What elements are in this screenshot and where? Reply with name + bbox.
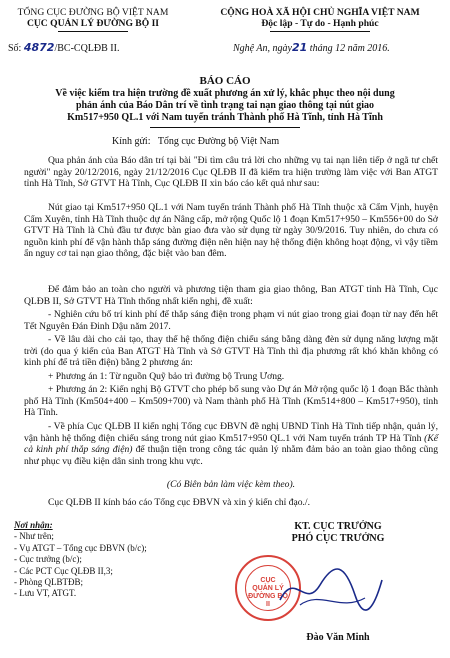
recipients-item: - Các PCT Cục QLĐB II,3;: [14, 565, 113, 576]
doc-number: [8, 42, 119, 55]
paragraph-proposal-intro: Để đảm bảo an toàn cho người và phương tiện tham gia giao thông, Ban ATGT tỉnh Hà Tĩnh, Cục QLĐB II, Sở GTVT Hà Tĩnh thống nhất kiến nghị, đề xuất:: [24, 284, 438, 307]
signatory-name: Đào Văn Minh: [306, 632, 370, 643]
place-date: [233, 42, 390, 55]
official-seal-text: CỤC QUẢN LÝ ĐƯỜNG BỘ II: [248, 577, 288, 608]
paragraph-short-term: - Nghiên cứu bố trí kinh phí để thắp sáng điện trong phạm vi nút giao trong giai đoạn từ nay đến hết Tết Nguyên Đán Đinh Dậu năm 2017.: [24, 309, 438, 332]
paragraph-situation: Nút giao tại Km517+950 QL.1 với Nam tuyến tránh Thành phố Hà Tĩnh thuộc xã Cẩm Vịnh, huyện Cẩm Xuyên, tỉnh Hà Tĩnh thuộc dự án Nâng cấp, mở rộng Quốc lộ 1 đoạn Km517+950 – Km556+00 do Sở GTVT Hà Tĩnh là Chủ đầu tư được bàn giao đưa vào sử dụng từ ngày 30/9/2016. Tuy nhiên, do chưa có nguồn kinh phí để vận hành thắp sáng đường điện nên hiện nay hệ thống điện không hoạt động, vì vậy tiềm ẩn nguy cơ tai nạn giao thông, đặc biệt vào ban đêm.: [24, 202, 438, 260]
title-line-3: Km517+950 QL.1 với Nam tuyến tránh Thành phố Hà Tĩnh, tỉnh Hà Tĩnh: [67, 112, 383, 123]
signature-scrawl: [270, 560, 390, 620]
place-date-suffix: tháng 12 năm 2016.: [309, 43, 390, 54]
closing-line: Cục QLĐB II kính báo cáo Tổng cục ĐBVN và xin ý kiến chỉ đạo./.: [48, 497, 310, 508]
recipients-item: - Như trên;: [14, 531, 54, 542]
doc-kind: BÁO CÁO: [199, 75, 251, 87]
doc-number-prefix: Số:: [8, 43, 22, 54]
paragraph-recommendation: [24, 421, 438, 467]
recipient-name: Tổng cục Đường bộ Việt Nam: [157, 136, 280, 147]
recommendation-purpose: để thuận tiện trong công tác quản lý nhằm đảm bảo an toàn giao thông cũng như phục vụ điều kiện dân sinh trong khu vực.: [24, 444, 439, 467]
attachment-note: (Có Biên bản làm việc kèm theo).: [166, 479, 296, 490]
place-date-prefix: Nghệ An, ngày: [233, 43, 292, 54]
motto-underline: [270, 31, 370, 32]
recipient: [112, 136, 279, 148]
paragraph-long-term: - Về lâu dài cho cải tạo, thay thế hệ thống điện chiếu sáng bằng dàng đèn sử dụng năng lượng mặt trời (do qua ý kiến của Ban ATGT Hà Tĩnh và Sở GTVT Hà Tĩnh thì địa phương rất khó khăn không có kinh phí để trả tiền điện) bằng 2 phương án:: [24, 334, 438, 369]
day-handwritten: 21: [291, 41, 308, 54]
recipients-heading: Nơi nhận:: [14, 520, 53, 530]
title-underline: [150, 127, 300, 128]
recommendation-note: (Kể cả kinh phí thắp sáng điện): [24, 432, 438, 456]
paragraph-option-1: + Phương án 1: Từ nguồn Quỹ bảo trì đường bộ Trung Ương.: [48, 371, 285, 382]
org-parent: TỔNG CỤC ĐƯỜNG BỘ VIỆT NAM: [17, 7, 169, 18]
signature-title-1: KT. CỤC TRƯỞNG: [294, 521, 382, 532]
nation-title: CỘNG HOÀ XÃ HỘI CHỦ NGHĨA VIỆT NAM: [220, 7, 420, 18]
org-name: CỤC QUẢN LÝ ĐƯỜNG BỘ II: [26, 18, 160, 29]
title-line-1: Về việc kiểm tra hiện trường đề xuất phương án xử lý, khắc phục theo nội dung: [55, 88, 395, 99]
doc-number-suffix: /BC-CQLĐB II.: [54, 43, 120, 54]
recommendation-text: - Về phía Cục QLĐB II kiến nghị Tổng cục ĐBVN đề nghị UBND Tỉnh Hà Tĩnh tiếp nhận, quản lý, vận hành hệ thống điện chiếu sáng trong nút giao Km517+950 QL.1 với Nam tuyến tránh TP Hà Tĩnh: [24, 421, 438, 444]
title-line-2: phản ánh của Báo Dân trí về tình trạng tai nạn giao thông tại nút giao: [75, 100, 375, 111]
signature-title-2: PHÓ CỤC TRƯỞNG: [291, 533, 385, 544]
recipients-item: - Vụ ATGT – Tổng cục ĐBVN (b/c);: [14, 542, 147, 553]
recipients-item: - Lưu VT, ATGT.: [14, 588, 77, 599]
doc-number-handwritten: 4872: [23, 41, 55, 54]
recipients-item: - Phòng QLBTĐB;: [14, 577, 84, 588]
recipients-list: [14, 520, 204, 600]
paragraph-option-2: + Phương án 2: Kiến nghị Bộ GTVT cho phép bổ sung vào Dự án Mở rộng quốc lộ 1 đoạn Bắc thành phố Hà Tĩnh (Km504+400 – Km509+700) và Nam thành phố Hà Tĩnh (Km514+800 – Km517+950), tỉnh Hà Tĩnh.: [24, 384, 438, 419]
paragraph-intro: Qua phản ánh của Báo dân trí tại bài "Đi tìm câu trả lời cho những vụ tai nạn liên tiếp ở ngã tư chết người" ngày 20/12/2016, ngày 21/12/2016 Cục QLĐB II đã kiểm tra hiện trường làm việc với Ban ATGT tỉnh Hà Tĩnh, Sở GTVT Hà Tĩnh, Cục QLĐB II xin báo cáo kết quả như sau:: [24, 155, 438, 190]
recipients-item: - Cục trưởng (b/c);: [14, 554, 82, 565]
recipient-label: Kính gửi:: [112, 136, 151, 147]
motto: Độc lập - Tự do - Hạnh phúc: [261, 18, 379, 29]
org-underline: [58, 31, 128, 32]
